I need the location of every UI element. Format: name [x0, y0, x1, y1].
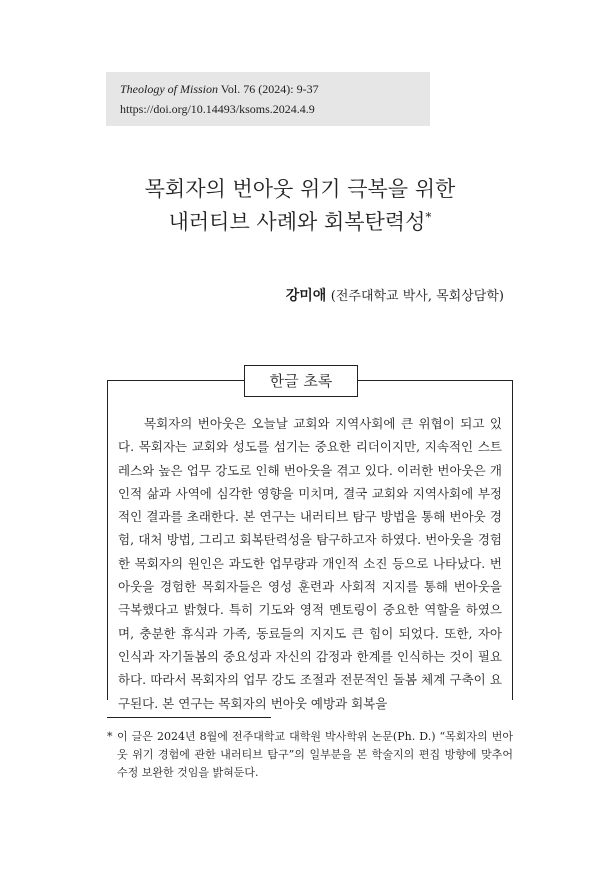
- journal-info-box: [106, 72, 430, 126]
- abstract-heading: 한글 초록: [244, 365, 358, 397]
- paper-title-line2: [0, 206, 600, 236]
- footnote-divider: [107, 717, 271, 718]
- author-name: 강미애: [285, 288, 327, 304]
- author-affiliation: (전주대학교 박사, 목회상담학): [330, 289, 504, 304]
- paper-title-text: 내러티브 사례와 회복탄력성: [168, 210, 426, 234]
- footnote: [107, 728, 513, 782]
- journal-doi[interactable]: https://doi.org/10.14493/ksoms.2024.4.9: [120, 102, 315, 116]
- footnote-text: 이 글은 2024년 8월에 전주대학교 대학원 박사학위 논문(Ph. D.) “목회자의 번아웃 위기 경험에 관한 내러티브 탐구”의 일부분을 본 학술지의 편집 방향에 맞추어 수정 보완한 것임을 밝혀둔다.: [117, 730, 513, 779]
- abstract-paragraph: 목회자의 번아웃은 오늘날 교회와 지역사회에 큰 위협이 되고 있다. 목회자는 교회와 성도를 섬기는 중요한 리더이지만, 지속적인 스트레스와 높은 업무 강도로 인해 번아웃을 겪고 있다. 이러한 번아웃은 개인적 삶과 사역에 심각한 영향을 미치며, 결국 교회와 지역사회에 부정적인 결과를 초래한다. 본 연구는 내러티브 탐구 방법을 통해 번아웃 경험, 대처 방법, 그리고 회복탄력성을 탐구하고자 하였다. 번아웃을 경험한 목회자의 원인은 과도한 업무량과 개인적 소진 등으로 나타났다. 번아웃을 경험한 목회자들은 영성 훈련과 사회적 지지를 통해 번아웃을 극복했다고 밝혔다. 특히 기도와 영적 멘토링이 중요한 역할을 하였으며, 충분한 휴식과 가족, 동료들의 지지도 큰 힘이 되었다. 또한, 자아 인식과 자기돌봄의 중요성과 자신의 감정과 한계를 인식하는 것이 필요하다. 따라서 목회자의 업무 강도 조절과 전문적인 돌봄 체계 구축이 요구된다. 본 연구는 목회자의 번아웃 예방과 회복을: [118, 416, 502, 711]
- journal-volume: Vol. 76 (2024): 9-37: [220, 82, 319, 96]
- journal-name: Theology of Mission: [120, 82, 218, 96]
- paper-title-line1: 목회자의 번아웃 위기 극복을 위한: [144, 177, 456, 201]
- title-footnote-mark: *: [425, 210, 432, 224]
- author-line: [286, 285, 504, 305]
- abstract-body: [118, 412, 502, 711]
- journal-citation: [120, 82, 319, 97]
- footnote-mark: *: [107, 730, 113, 743]
